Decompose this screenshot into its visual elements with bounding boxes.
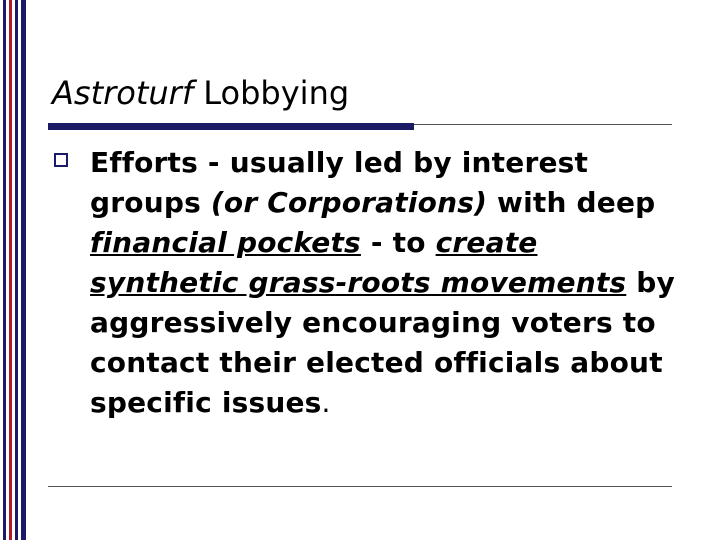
- hollow-square-bullet-icon: [54, 153, 68, 167]
- title-underline-thick: [48, 123, 414, 130]
- bullet-segment-corporations: (or Corporations): [210, 186, 488, 219]
- bullet-segment-period: .: [321, 386, 331, 419]
- bullet-segment-financial-pockets: financial pockets: [90, 226, 361, 259]
- title-italic-word: Astroturf: [52, 74, 194, 112]
- bullet-segment-synthetic-movements: create synthetic grass-roots movements: [90, 226, 627, 299]
- slide-title: [52, 74, 349, 112]
- title-underline-thin: [414, 124, 672, 125]
- footer-rule: [48, 486, 672, 487]
- decorative-side-stripes: [0, 0, 34, 540]
- bullet-segment-5: - to: [360, 226, 436, 259]
- title-rest: Lobbying: [193, 74, 350, 112]
- bullet-segment-7: by aggressively encouraging voters to contact their elected officials about specific issues: [90, 266, 675, 419]
- bullet-text: [90, 143, 690, 423]
- bullet-segment-3: with deep: [487, 186, 656, 219]
- bullet-segment-1: Efforts - usually led by interest groups: [90, 146, 589, 219]
